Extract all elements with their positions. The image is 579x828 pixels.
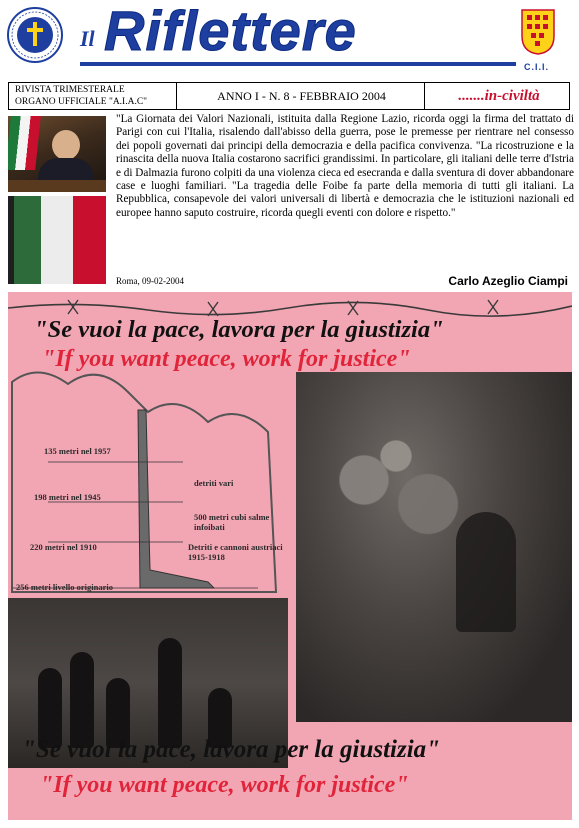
- depth-label-1945: 198 metri nel 1945: [34, 492, 101, 502]
- article-author: Carlo Azeglio Ciampi: [448, 274, 568, 288]
- label-bodies: 500 metri cubi salme infoibati: [194, 512, 270, 532]
- label-cannons: Detriti e cannoni austriaci 1915-1918: [188, 542, 283, 562]
- aiac-seal-logo: [6, 6, 64, 64]
- title-prefix: Il: [80, 26, 95, 51]
- label-debris: detriti vari: [194, 478, 234, 488]
- president-portrait-photo: [8, 116, 106, 192]
- depth-label-original: 256 metri livello originario: [16, 582, 114, 592]
- issue-info-bar: [8, 82, 570, 110]
- publication-line-2: ORGANO UFFICIALE "A.I.A.C": [15, 97, 148, 107]
- publication-type: [11, 83, 177, 109]
- article-place-date: Roma, 09-02-2004: [116, 276, 184, 286]
- flag-in-photo: [8, 116, 41, 170]
- issue-number: ANNO I - N. 8 - FEBBRAIO 2004: [179, 83, 425, 109]
- masthead-title: Riflettere: [104, 0, 357, 62]
- masthead-rule: [80, 62, 516, 66]
- quote-english-top: "If you want peace, work for justice": [42, 346, 411, 372]
- depth-label-1910: 220 metri nel 1910: [30, 542, 97, 552]
- cii-emblem-logo: [520, 6, 556, 56]
- barbed-wire-decoration: [8, 298, 572, 318]
- article-quote-text: "La Giornata dei Valori Nazionali, istituita dalla Regione Lazio, ricorda oggi la firma del trattato di Parigi con cui l'Italia, risalendo dall'abisso della guerra, pose le premesse per rientrare nel consesso dei popoli governati dai principi della democrazia e della pacifica convivenza. "La ricostruzione e la rinascita della nuova Italia costarono sacrifici grandissimi. In particolare, gli italiani delle terre d'Istria e di Dalmazia furono colpiti da una violenza cieca ed esecranda e dalla sventura di dover abbandonare case e luoghi familiari. "La tragedia delle Foibe fa parte della memoria di tutti gli italiani. La Repubblica, consapevole dei valori universali di libertà e democrazia che le istituzioni nazionali ed europee hanno saputo costruire, ricorda quegli eventi con dolore e rispetto.": [116, 113, 574, 219]
- depth-label-1957: 135 metri nel 1957: [44, 446, 111, 456]
- quote-italian-bottom: "Se vuoi la pace, lavora per la giustizia": [22, 736, 441, 763]
- masthead: [0, 0, 579, 80]
- issue-tagline: .......in-civiltà: [458, 88, 540, 104]
- article-byline: [116, 274, 574, 288]
- foibe-collage: [8, 292, 572, 820]
- quote-english-bottom: "If you want peace, work for justice": [40, 772, 409, 798]
- publication-line-1: RIVISTA TRIMESTERALE: [15, 85, 125, 95]
- quote-italian-top: "Se vuoi la pace, lavora per la giustizia": [34, 316, 444, 343]
- cii-label: C.I.I.: [524, 62, 550, 72]
- italian-tricolor-flag: [8, 196, 106, 284]
- foibe-cave-photo: [296, 372, 572, 722]
